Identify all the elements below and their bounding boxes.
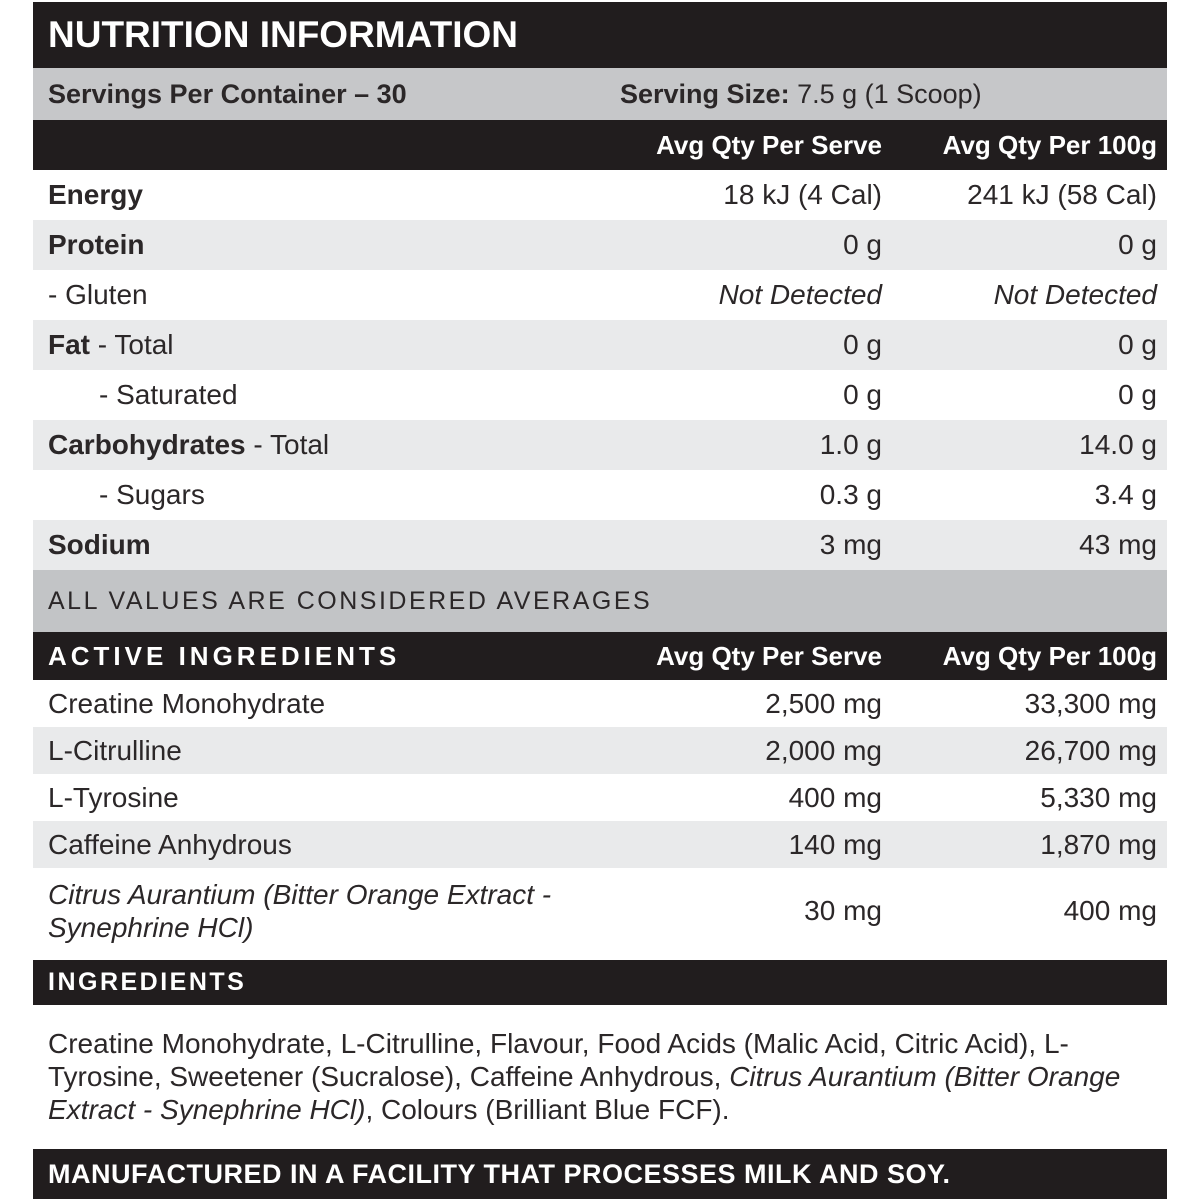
value-per-100g: 0 g [1118,379,1157,410]
servings-per-container: Servings Per Container – 30 [48,78,407,109]
value-per-serve: 3 mg [819,529,882,560]
value-per-100g: 0 g [1118,329,1157,360]
servings-bar [33,68,1167,120]
value-per-100g: 33,300 mg [1024,687,1157,719]
value-per-100g: 400 mg [1063,895,1157,926]
row-label: Sodium [48,529,151,560]
ingredients-text-part1: Creatine Monohydrate, L-Citrulline, Flavour, Food Acids (Malic Acid, Citric Acid), L-Tyrosine, Sweetener (Sucralose), Caffeine Anhydrous, [48,1028,1069,1092]
serving-size [620,79,982,110]
ingredients-text [33,1005,1167,1138]
serving-size-label: Serving Size: [620,78,790,109]
ingredients-text-part2: , Colours (Brilliant Blue FCF). [365,1094,730,1125]
table-row-creatine [33,680,1167,727]
ingredient-name: Caffeine Anhydrous [48,828,292,860]
row-label: Fat [48,329,90,360]
active-ingredients-title: ACTIVE INGREDIENTS [48,640,401,671]
averages-note: ALL VALUES ARE CONSIDERED AVERAGES [33,570,1167,632]
allergen-warning: MANUFACTURED IN A FACILITY THAT PROCESSES MILK AND SOY. [33,1149,1167,1199]
value-per-serve: 18 kJ (4 Cal) [723,179,882,210]
table-row-sodium [33,520,1167,570]
table-row-gluten: - Gluten Not Detected Not Detected [48,279,1157,310]
col-header-per-100g: Avg Qty Per 100g [942,129,1157,160]
table-row-citrulline [33,727,1167,774]
ingredient-name: Creatine Monohydrate [48,687,326,719]
row-label: Carbohydrates [48,429,246,460]
value-per-serve: 140 mg [788,828,882,860]
value-per-100g: 1,870 mg [1040,828,1157,860]
table-row-sugars: - Sugars 0.3 g 3.4 g [99,479,1157,510]
col-header-per-serve: Avg Qty Per Serve [656,129,882,160]
nutrition-column-headers [33,120,1167,170]
value-per-serve: 0 g [843,379,882,410]
ingredient-name: L-Tyrosine [48,781,179,813]
col-header-per-100g: Avg Qty Per 100g [942,640,1157,671]
serving-size-value: 7.5 g (1 Scoop) [789,78,982,109]
value-per-serve: 0 g [843,329,882,360]
value-per-100g: 241 kJ (58 Cal) [967,179,1157,210]
value-per-100g: 43 mg [1079,529,1157,560]
value-per-serve: 2,500 mg [765,687,882,719]
table-row-tyrosine [33,774,1167,821]
value-per-100g: 26,700 mg [1024,734,1157,766]
row-label: Protein [48,229,145,260]
value-per-serve: Not Detected [718,279,882,310]
table-row-caffeine [33,821,1167,868]
table-row-saturated: - Saturated 0 g 0 g [99,379,1157,410]
table-row-energy [33,170,1167,220]
value-per-serve: 0.3 g [819,479,882,510]
nutrition-label [33,2,1167,1199]
table-row-citrus-aurantium [33,868,1167,954]
col-header-per-serve: Avg Qty Per Serve [656,640,882,671]
value-per-serve: 2,000 mg [765,734,882,766]
ingredient-name: Citrus Aurantium (Bitter Orange Extract - Synephrine HCl) [48,878,552,943]
value-per-100g: 3.4 g [1094,479,1157,510]
row-label: Energy [48,179,143,210]
value-per-100g: 14.0 g [1079,429,1157,460]
value-per-100g: 5,330 mg [1040,781,1157,813]
value-per-serve: 400 mg [788,781,882,813]
value-per-serve: 30 mg [804,895,882,926]
label-title: NUTRITION INFORMATION [33,2,1167,68]
table-row-carbohydrates: Carbohydrates - Total 1.0 g 14.0 g [33,420,1167,470]
active-ingredients-header [33,632,1167,680]
table-row-fat-total: Fat - Total 0 g 0 g [33,320,1167,370]
value-per-serve: 0 g [843,229,882,260]
value-per-100g: 0 g [1118,229,1157,260]
table-row-protein [33,220,1167,270]
value-per-100g: Not Detected [993,279,1157,310]
ingredient-name: L-Citrulline [48,734,182,766]
ingredients-text-italic: Citrus Aurantium (Bitter Orange Extract - Synephrine HCl) [48,1061,1121,1125]
ingredients-header: INGREDIENTS [33,960,1167,1005]
value-per-serve: 1.0 g [819,429,882,460]
